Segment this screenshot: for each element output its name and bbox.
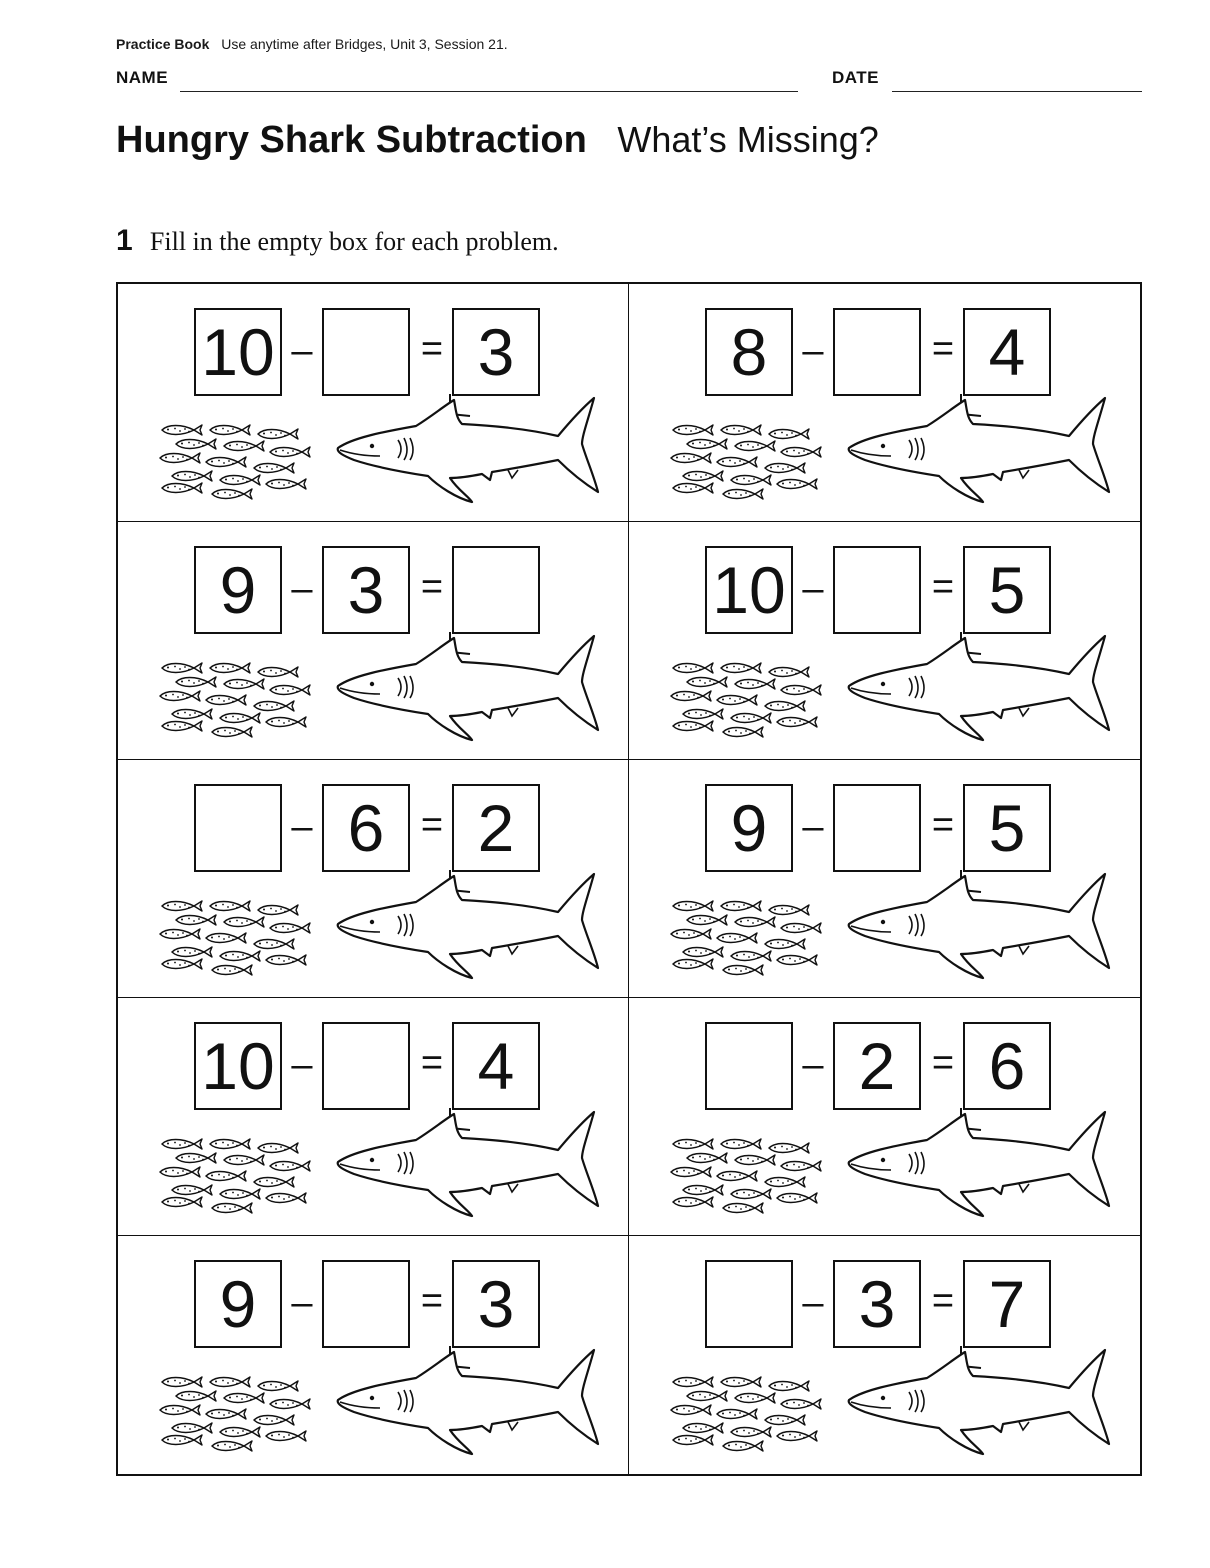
minuend-box[interactable] bbox=[705, 1022, 793, 1110]
problem-cell-3 bbox=[118, 522, 629, 760]
equals-sign: = bbox=[420, 1042, 444, 1084]
instruction bbox=[116, 224, 559, 258]
instruction-number: 1 bbox=[116, 224, 133, 257]
problem-cell-10 bbox=[629, 1236, 1140, 1474]
minus-sign: – bbox=[802, 1282, 824, 1324]
equation bbox=[194, 308, 554, 398]
page-title bbox=[116, 116, 879, 164]
equation bbox=[194, 1022, 554, 1112]
fish-school-icon bbox=[667, 1372, 825, 1452]
equals-sign: = bbox=[931, 566, 955, 608]
subtrahend-box[interactable] bbox=[322, 308, 410, 396]
fish-school-icon bbox=[156, 1134, 314, 1214]
fish-school-icon bbox=[156, 658, 314, 738]
equation bbox=[194, 1260, 554, 1350]
equals-sign: = bbox=[931, 1280, 955, 1322]
equals-sign: = bbox=[420, 328, 444, 370]
fish-school-icon bbox=[156, 1372, 314, 1452]
equals-sign: = bbox=[420, 1280, 444, 1322]
shark-icon bbox=[332, 1344, 602, 1456]
minus-sign: – bbox=[802, 1044, 824, 1086]
shark-icon bbox=[332, 1106, 602, 1218]
difference-box[interactable]: 3 bbox=[452, 1260, 540, 1348]
equation bbox=[705, 1022, 1065, 1112]
equals-sign: = bbox=[420, 566, 444, 608]
shark-icon bbox=[843, 868, 1113, 980]
minus-sign: – bbox=[291, 806, 313, 848]
subtrahend-box[interactable] bbox=[322, 1022, 410, 1110]
shark-icon bbox=[843, 392, 1113, 504]
subtrahend-box[interactable]: 3 bbox=[833, 1260, 921, 1348]
shark-icon bbox=[843, 630, 1113, 742]
shark-icon bbox=[843, 1106, 1113, 1218]
equation bbox=[194, 546, 554, 636]
subtrahend-box[interactable] bbox=[833, 308, 921, 396]
equation bbox=[194, 784, 554, 874]
name-label: NAME bbox=[116, 68, 169, 87]
problem-cell-6 bbox=[629, 760, 1140, 998]
minuend-box[interactable]: 10 bbox=[194, 1022, 282, 1110]
problem-cell-2 bbox=[629, 284, 1140, 522]
equals-sign: = bbox=[420, 804, 444, 846]
fish-school-icon bbox=[156, 420, 314, 500]
title-sub: What’s Missing? bbox=[617, 119, 879, 160]
instruction-text: Fill in the empty box for each problem. bbox=[149, 227, 559, 256]
minuend-box[interactable]: 9 bbox=[194, 1260, 282, 1348]
difference-box[interactable]: 2 bbox=[452, 784, 540, 872]
subtrahend-box[interactable] bbox=[322, 1260, 410, 1348]
difference-box[interactable]: 3 bbox=[452, 308, 540, 396]
difference-box[interactable] bbox=[452, 546, 540, 634]
equals-sign: = bbox=[931, 804, 955, 846]
problem-cell-7 bbox=[118, 998, 629, 1236]
problem-cell-4 bbox=[629, 522, 1140, 760]
minus-sign: – bbox=[802, 330, 824, 372]
shark-icon bbox=[332, 392, 602, 504]
subtrahend-box[interactable] bbox=[833, 784, 921, 872]
difference-box[interactable]: 6 bbox=[963, 1022, 1051, 1110]
minuend-box[interactable] bbox=[194, 784, 282, 872]
name-date-row bbox=[116, 68, 1142, 94]
subtrahend-box[interactable]: 6 bbox=[322, 784, 410, 872]
shark-icon bbox=[843, 1344, 1113, 1456]
difference-box[interactable]: 7 bbox=[963, 1260, 1051, 1348]
equals-sign: = bbox=[931, 328, 955, 370]
fish-school-icon bbox=[667, 658, 825, 738]
problem-cell-5 bbox=[118, 760, 629, 998]
subtrahend-box[interactable]: 2 bbox=[833, 1022, 921, 1110]
minuend-box[interactable]: 8 bbox=[705, 308, 793, 396]
minus-sign: – bbox=[291, 1282, 313, 1324]
title-main: Hungry Shark Subtraction bbox=[116, 119, 587, 161]
minus-sign: – bbox=[802, 568, 824, 610]
minuend-box[interactable] bbox=[705, 1260, 793, 1348]
practice-book-note: Use anytime after Bridges, Unit 3, Session 21. bbox=[221, 36, 508, 52]
equation bbox=[705, 546, 1065, 636]
difference-box[interactable]: 4 bbox=[452, 1022, 540, 1110]
minuend-box[interactable]: 9 bbox=[705, 784, 793, 872]
subtrahend-box[interactable] bbox=[833, 546, 921, 634]
name-field[interactable] bbox=[180, 91, 798, 92]
equals-sign: = bbox=[931, 1042, 955, 1084]
subtrahend-box[interactable]: 3 bbox=[322, 546, 410, 634]
difference-box[interactable]: 4 bbox=[963, 308, 1051, 396]
date-label: DATE bbox=[832, 68, 880, 87]
minuend-box[interactable]: 10 bbox=[705, 546, 793, 634]
practice-book-header bbox=[116, 36, 508, 52]
fish-school-icon bbox=[667, 420, 825, 500]
date-field[interactable] bbox=[892, 91, 1142, 92]
shark-icon bbox=[332, 630, 602, 742]
minus-sign: – bbox=[802, 806, 824, 848]
minuend-box[interactable]: 10 bbox=[194, 308, 282, 396]
fish-school-icon bbox=[667, 896, 825, 976]
shark-icon bbox=[332, 868, 602, 980]
minus-sign: – bbox=[291, 1044, 313, 1086]
equation bbox=[705, 784, 1065, 874]
problem-cell-1 bbox=[118, 284, 629, 522]
problem-cell-8 bbox=[629, 998, 1140, 1236]
problem-grid bbox=[116, 282, 1142, 1476]
equation bbox=[705, 308, 1065, 398]
equation bbox=[705, 1260, 1065, 1350]
fish-school-icon bbox=[156, 896, 314, 976]
practice-book-label: Practice Book bbox=[116, 36, 210, 52]
minus-sign: – bbox=[291, 568, 313, 610]
fish-school-icon bbox=[667, 1134, 825, 1214]
minuend-box[interactable]: 9 bbox=[194, 546, 282, 634]
difference-box[interactable]: 5 bbox=[963, 784, 1051, 872]
difference-box[interactable]: 5 bbox=[963, 546, 1051, 634]
problem-cell-9 bbox=[118, 1236, 629, 1474]
minus-sign: – bbox=[291, 330, 313, 372]
